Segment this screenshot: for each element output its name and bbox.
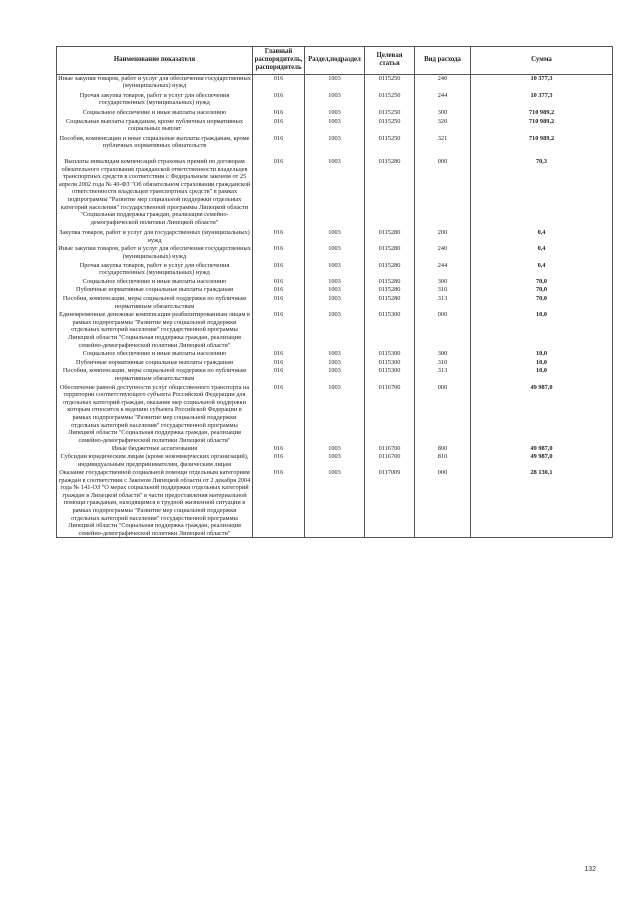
cell-admin: 016 xyxy=(253,453,305,469)
cell-section: 1003 xyxy=(305,367,365,383)
cell-section: 1003 xyxy=(305,311,365,350)
cell-name: Единовременные денежные компенсации реабилитированным лицам в рамках подпрограммы "Развитие мер социальной поддержки отдельных категорий населения" государственной программы Липецкой области "Социальная поддержка граждан, реализация семейно-демографической политики Липецкой области" xyxy=(57,311,253,350)
cell-target: 0117009 xyxy=(365,469,415,538)
cell-admin: 016 xyxy=(253,384,305,446)
cell-admin: 016 xyxy=(253,367,305,383)
cell-admin: 016 xyxy=(253,295,305,311)
cell-target: 0115300 xyxy=(365,311,415,350)
table-row xyxy=(57,158,613,229)
cell-section: 1003 xyxy=(305,118,365,135)
cell-sum: 0,4 xyxy=(471,245,613,261)
cell-sum: 710 989,2 xyxy=(471,135,613,158)
cell-sum: 10 377,3 xyxy=(471,74,613,92)
table-row xyxy=(57,286,613,295)
cell-admin: 016 xyxy=(253,469,305,538)
table-row xyxy=(57,245,613,261)
cell-section: 1003 xyxy=(305,286,365,295)
cell-section: 1003 xyxy=(305,262,365,278)
table-row xyxy=(57,295,613,311)
cell-expense: 244 xyxy=(415,92,471,109)
table-row xyxy=(57,367,613,383)
cell-admin: 016 xyxy=(253,229,305,245)
cell-expense: 244 xyxy=(415,262,471,278)
cell-sum: 49 987,0 xyxy=(471,453,613,469)
table-row xyxy=(57,109,613,118)
cell-admin: 016 xyxy=(253,135,305,158)
table-row xyxy=(57,384,613,446)
page-number: 132 xyxy=(584,866,596,873)
table-row xyxy=(57,469,613,538)
cell-section: 1003 xyxy=(305,229,365,245)
cell-section: 1003 xyxy=(305,74,365,92)
header-admin: Главный распорядитель, распорядитель xyxy=(253,47,305,75)
cell-section: 1003 xyxy=(305,295,365,311)
cell-name: Социальные выплаты гражданам, кроме публичных нормативных социальных выплат xyxy=(57,118,253,135)
cell-expense: 240 xyxy=(415,245,471,261)
cell-name: Прочая закупка товаров, работ и услуг для обеспечения государственных (муниципальных) нужд xyxy=(57,92,253,109)
cell-name: Обеспечение равной доступности услуг общественного транспорта на территории соответствующего субъекта Российской Федерации для отдельных категорий граждан, оказание мер социальной поддержки которым относится к ведению субъекта Российской Федерации в рамках подпрограммы "Развитие мер социальной поддержки отдельных категорий населения" государственной программы Липецкой области "Социальная поддержка граждан, реализация семейно-демографической политики Липецкой области" xyxy=(57,384,253,446)
cell-target: 0115280 xyxy=(365,229,415,245)
cell-target: 0115280 xyxy=(365,262,415,278)
table-row xyxy=(57,92,613,109)
header-section: Раздел,подраздел xyxy=(305,47,365,75)
table-row xyxy=(57,311,613,350)
header-sum: Сумма xyxy=(471,47,613,75)
table-row xyxy=(57,118,613,135)
table-row xyxy=(57,453,613,469)
cell-target: 0115280 xyxy=(365,278,415,287)
cell-target: 0115250 xyxy=(365,135,415,158)
cell-admin: 016 xyxy=(253,445,305,453)
cell-section: 1003 xyxy=(305,469,365,538)
header-target: Целевая статья xyxy=(365,47,415,75)
cell-section: 1003 xyxy=(305,384,365,446)
cell-target: 0115280 xyxy=(365,245,415,261)
cell-name: Прочая закупка товаров, работ и услуг для обеспечения государственных (муниципальных) нужд xyxy=(57,262,253,278)
cell-target: 0115300 xyxy=(365,359,415,368)
cell-sum: 10,0 xyxy=(471,311,613,350)
table-row xyxy=(57,278,613,287)
cell-expense: 320 xyxy=(415,118,471,135)
cell-name: Пособия, компенсации, меры социальной поддержки по публичным нормативным обязательствам xyxy=(57,367,253,383)
cell-name: Социальное обеспечение и иные выплаты населению xyxy=(57,109,253,118)
cell-expense: 000 xyxy=(415,311,471,350)
cell-sum: 49 987,0 xyxy=(471,384,613,446)
cell-target: 0116700 xyxy=(365,384,415,446)
header-expense: Вид расхода xyxy=(415,47,471,75)
table-row xyxy=(57,445,613,453)
cell-admin: 016 xyxy=(253,278,305,287)
cell-expense: 321 xyxy=(415,135,471,158)
cell-expense: 300 xyxy=(415,109,471,118)
cell-expense: 240 xyxy=(415,74,471,92)
cell-target: 0116700 xyxy=(365,445,415,453)
cell-admin: 016 xyxy=(253,286,305,295)
cell-name: Закупка товаров, работ и услуг для государственных (муниципальных) нужд xyxy=(57,229,253,245)
cell-sum: 70,0 xyxy=(471,295,613,311)
cell-admin: 016 xyxy=(253,311,305,350)
cell-expense: 310 xyxy=(415,286,471,295)
cell-admin: 016 xyxy=(253,158,305,229)
cell-admin: 016 xyxy=(253,109,305,118)
cell-admin: 016 xyxy=(253,262,305,278)
cell-expense: 810 xyxy=(415,453,471,469)
cell-sum: 710 989,2 xyxy=(471,109,613,118)
cell-name: Выплаты инвалидам компенсаций страховых премий по договорам обязательного страхования гражданской ответственности владельцев транспортных средств в соответствии с Федеральным законом от 25 апреля 2002 года № 40-ФЗ "Об обязательном страховании гражданской ответственности владельцев транспортных средств" в рамках подпрограммы "Развитие мер социальной поддержки отдельных категорий населения" государственной программы Липецкой области "Социальная поддержка граждан, реализация семейно-демографической политики Липецкой области" xyxy=(57,158,253,229)
cell-name: Иные закупки товаров, работ и услуг для обеспечения государственных (муниципальных) нужд xyxy=(57,74,253,92)
cell-name: Публичные нормативные социальные выплаты гражданам xyxy=(57,286,253,295)
cell-sum: 28 130,1 xyxy=(471,469,613,538)
cell-section: 1003 xyxy=(305,92,365,109)
cell-section: 1003 xyxy=(305,359,365,368)
table-body xyxy=(57,74,613,538)
cell-target: 0115250 xyxy=(365,118,415,135)
cell-sum: 10,0 xyxy=(471,359,613,368)
cell-expense: 000 xyxy=(415,469,471,538)
cell-sum: 70,3 xyxy=(471,158,613,229)
cell-section: 1003 xyxy=(305,453,365,469)
cell-name: Иные закупки товаров, работ и услуг для обеспечения государственных (муниципальных) нужд xyxy=(58,245,251,261)
cell-sum: 10,0 xyxy=(471,350,613,359)
cell-target: 0115280 xyxy=(365,286,415,295)
cell-expense: 000 xyxy=(415,158,471,229)
cell-expense: 310 xyxy=(415,359,471,368)
cell-target: 0115250 xyxy=(365,92,415,109)
cell-expense: 313 xyxy=(415,295,471,311)
cell-section: 1003 xyxy=(305,445,365,453)
cell-sum: 70,0 xyxy=(471,286,613,295)
table-header-row xyxy=(57,47,613,75)
cell-target: 0115300 xyxy=(365,350,415,359)
cell-admin: 016 xyxy=(253,245,305,261)
cell-name: Иные бюджетные ассигнования xyxy=(57,445,253,453)
cell-sum: 0,4 xyxy=(471,229,613,245)
cell-name: Оказание государственной социальной помощи отдельным категориям граждан в соответствии с Законом Липецкой области от 2 декабря 2004 года № 141-ОЗ "О мерах социальной поддержки отдельных категорий граждан в Липецкой области" в части предоставления материальной помощи гражданам, находящимся в трудной жизненной ситуации в рамках подпрограммы "Развитие мер социальной поддержки отдельных категорий населения" государственной программы Липецкой области "Социальная поддержка граждан, реализация семейно-демографической политики Липецкой области" xyxy=(57,469,253,538)
cell-name: Пособия, компенсации, меры социальной поддержки по публичным нормативным обязательствам xyxy=(57,295,253,311)
cell-section: 1003 xyxy=(305,158,365,229)
table-row xyxy=(57,74,613,92)
cell-name: Социальное обеспечение и иные выплаты населению xyxy=(57,278,253,287)
table-row xyxy=(57,262,613,278)
budget-table xyxy=(56,46,613,538)
cell-expense: 200 xyxy=(415,229,471,245)
cell-admin: 016 xyxy=(253,359,305,368)
cell-expense: 313 xyxy=(415,367,471,383)
header-name: Наименование показателя xyxy=(57,47,253,75)
cell-target: 0115300 xyxy=(365,367,415,383)
cell-sum: 70,0 xyxy=(471,278,613,287)
cell-expense: 000 xyxy=(415,384,471,446)
cell-name: Социальное обеспечение и иные выплаты населению xyxy=(57,350,253,359)
cell-sum: 49 987,0 xyxy=(471,445,613,453)
table-row xyxy=(57,359,613,368)
cell-sum: 10 377,3 xyxy=(471,92,613,109)
cell-target: 0116700 xyxy=(365,453,415,469)
cell-section: 1003 xyxy=(305,109,365,118)
cell-target: 0115250 xyxy=(365,74,415,92)
cell-name: Пособия, компенсации и иные социальные выплаты гражданам, кроме публичных нормативных обязательств xyxy=(57,135,253,158)
cell-sum: 710 989,2 xyxy=(471,118,613,135)
cell-admin: 016 xyxy=(253,74,305,92)
cell-name: Публичные нормативные социальные выплаты гражданам xyxy=(57,359,253,368)
cell-target: 0115250 xyxy=(365,109,415,118)
cell-target: 0115280 xyxy=(365,158,415,229)
cell-sum: 10,0 xyxy=(471,367,613,383)
cell-admin: 016 xyxy=(253,92,305,109)
cell-expense: 300 xyxy=(415,350,471,359)
cell-expense: 300 xyxy=(415,278,471,287)
cell-name: Субсидии юридическим лицам (кроме некоммерческих организаций), индивидуальным предпринимателям, физическим лицам xyxy=(57,453,253,469)
cell-expense: 800 xyxy=(415,445,471,453)
table-row xyxy=(57,350,613,359)
table-row xyxy=(57,135,613,158)
cell-section: 1003 xyxy=(305,245,365,261)
cell-target: 0115280 xyxy=(365,295,415,311)
cell-admin: 016 xyxy=(253,350,305,359)
cell-section: 1003 xyxy=(305,350,365,359)
cell-section: 1003 xyxy=(305,135,365,158)
cell-admin: 016 xyxy=(253,118,305,135)
cell-sum: 0,4 xyxy=(471,262,613,278)
cell-section: 1003 xyxy=(305,278,365,287)
table-row xyxy=(57,229,613,245)
